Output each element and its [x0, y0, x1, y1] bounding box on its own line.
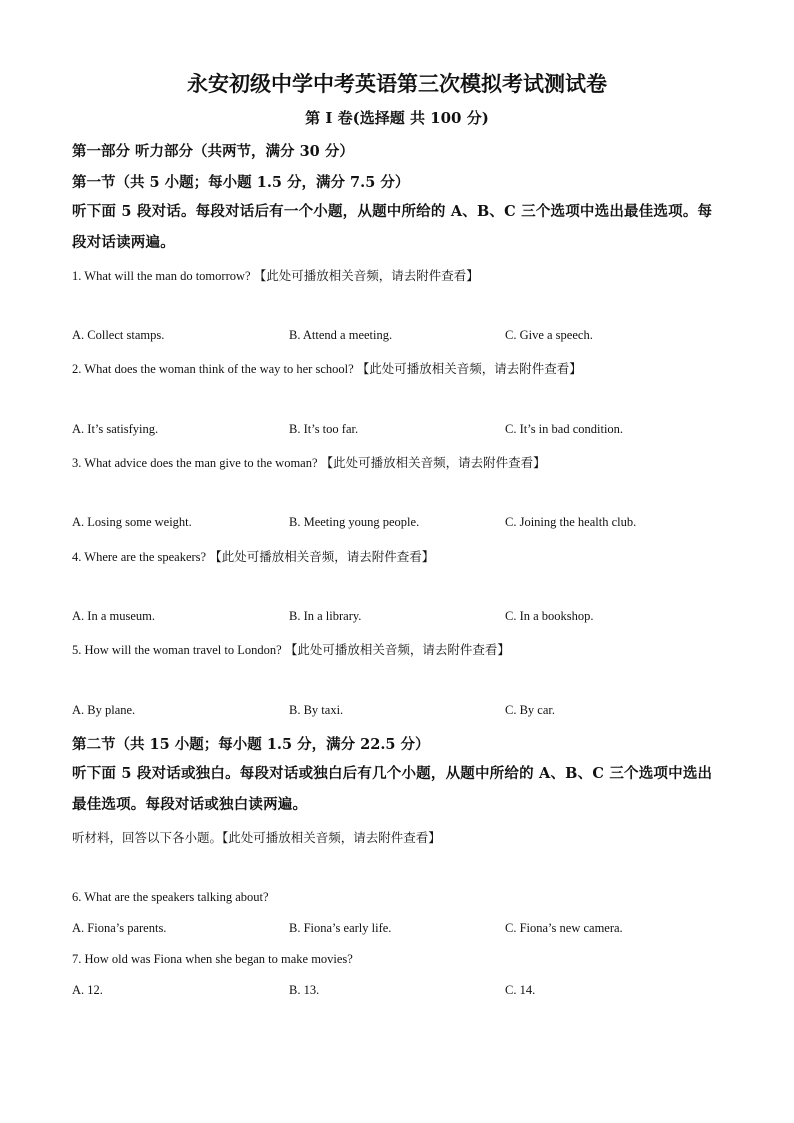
option-b: B. By taxi.: [289, 703, 344, 717]
question-text: 3. What advice does the man give to the woman?: [72, 456, 318, 470]
question-6: 6. What are the speakers talking about?: [72, 890, 269, 904]
section2-instruction: 听下面 5 段对话或独白。每段对话或独白后有几个小题，从题中所给的 A、B、C 三个选项中选出最佳选项。每段对话或独白读两遍。: [72, 765, 713, 813]
option-a: A. In a museum.: [72, 609, 155, 623]
option-b: B. Attend a meeting.: [289, 328, 393, 342]
question-1: [72, 266, 479, 284]
option-c: C. By car.: [505, 703, 555, 717]
option-c: C. In a bookshop.: [505, 609, 594, 623]
option-c: C. Fiona’s new camera.: [505, 921, 623, 935]
section2-heading: 第二节（共 15 小题；每小题 1.5 分，满分 22.5 分）: [72, 736, 430, 753]
exam-subtitle: 第 I 卷(选择题 共 100 分): [305, 109, 489, 127]
option-b: B. Fiona’s early life.: [289, 921, 392, 935]
question-text: 2. What does the woman think of the way to her school?: [72, 362, 354, 376]
option-a: A. 12.: [72, 983, 103, 997]
question-4: [72, 547, 434, 565]
option-a: A. Collect stamps.: [72, 328, 165, 342]
section1-instruction: 听下面 5 段对话。每段对话后有一个小题，从题中所给的 A、B、C 三个选项中选出最佳选项。每段对话读两遍。: [72, 203, 713, 251]
option-b: B. In a library.: [289, 609, 362, 623]
option-b: B. Meeting young people.: [289, 515, 420, 529]
option-c: C. Give a speech.: [505, 328, 593, 342]
option-c: C. Joining the health club.: [505, 515, 637, 529]
question-text: 5. How will the woman travel to London?: [72, 643, 282, 657]
exam-title: 永安初级中学中考英语第三次模拟考试测试卷: [187, 71, 607, 96]
audio-note: 【此处可播放相关音频，请去附件查看】: [253, 268, 479, 283]
audio-note: 【此处可播放相关音频，请去附件查看】: [209, 549, 435, 564]
part1-heading: 第一部分 听力部分（共两节，满分 30 分）: [72, 143, 354, 160]
material-note: 听材料，回答以下各小题。【此处可播放相关音频，请去附件查看】: [72, 830, 441, 845]
option-b: B. It’s too far.: [289, 422, 359, 436]
option-a: A. Fiona’s parents.: [72, 921, 167, 935]
option-b: B. 13.: [289, 983, 320, 997]
question-7: 7. How old was Fiona when she began to make movies?: [72, 952, 353, 966]
question-5: [72, 640, 510, 658]
option-a: A. Losing some weight.: [72, 515, 192, 529]
audio-note: 【此处可播放相关音频，请去附件查看】: [284, 642, 510, 657]
question-3: [72, 453, 546, 471]
option-a: A. It’s satisfying.: [72, 422, 159, 436]
option-c: C. 14.: [505, 983, 536, 997]
option-c: C. It’s in bad condition.: [505, 422, 624, 436]
question-text: 4. Where are the speakers?: [72, 550, 207, 564]
audio-note: 【此处可播放相关音频，请去附件查看】: [356, 361, 582, 376]
audio-note: 【此处可播放相关音频，请去附件查看】: [320, 455, 546, 470]
option-a: A. By plane.: [72, 703, 136, 717]
question-2: [72, 359, 582, 377]
section1-heading: 第一节（共 5 小题；每小题 1.5 分，满分 7.5 分）: [72, 174, 410, 191]
question-text: 1. What will the man do tomorrow?: [72, 269, 251, 283]
